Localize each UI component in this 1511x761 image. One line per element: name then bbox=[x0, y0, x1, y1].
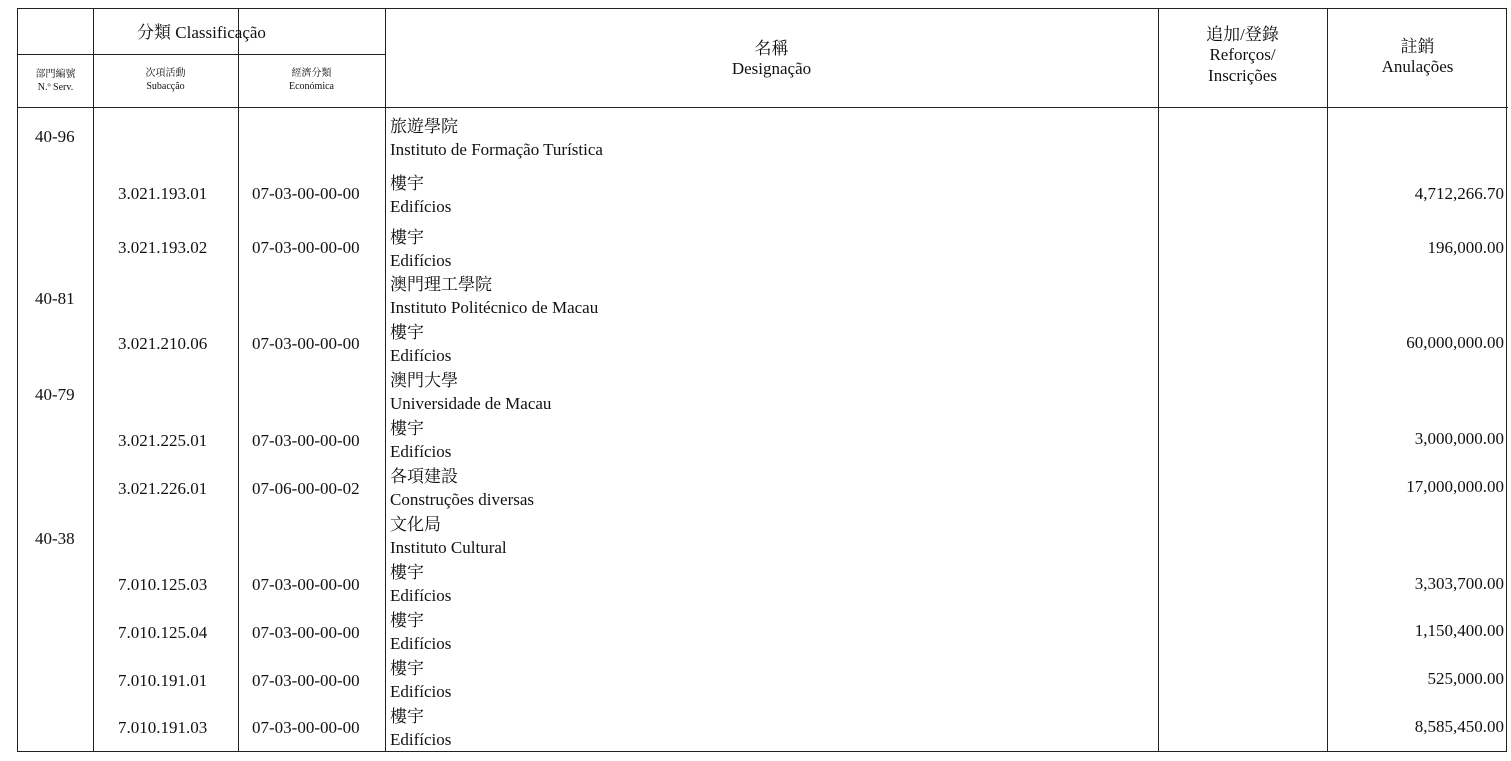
designation bbox=[390, 465, 534, 511]
designation-pt: Instituto de Formação Turística bbox=[390, 140, 603, 159]
table-row bbox=[18, 369, 1508, 417]
economica-code: 07-03-00-00-00 bbox=[252, 623, 360, 642]
designacao-header bbox=[385, 39, 1158, 80]
reforcos-header-zh: 追加/登錄 bbox=[1206, 25, 1279, 44]
designation-zh: 樓宇 bbox=[390, 707, 424, 726]
economica-code: 07-03-00-00-00 bbox=[252, 718, 360, 737]
table-row bbox=[18, 609, 1508, 657]
designation-pt: Edifícios bbox=[390, 346, 452, 365]
table-row bbox=[18, 115, 1508, 163]
anulacoes-header-zh: 註銷 bbox=[1400, 37, 1435, 56]
economica-code: 07-03-00-00-00 bbox=[252, 671, 360, 690]
reforcos-header bbox=[1158, 25, 1327, 86]
designation bbox=[390, 115, 603, 161]
economica-header bbox=[238, 67, 385, 93]
serv-number: 40-79 bbox=[35, 385, 75, 404]
table-row bbox=[18, 172, 1508, 220]
economica-header-pt: Económica bbox=[289, 81, 334, 92]
subaccao-code: 7.010.191.01 bbox=[118, 671, 208, 690]
designation bbox=[390, 369, 551, 415]
header-divider bbox=[18, 54, 385, 55]
designation-zh: 樓宇 bbox=[390, 323, 424, 342]
anulacoes-header-pt: Anulações bbox=[1381, 57, 1454, 77]
classification-header: 分類 Classificação bbox=[137, 23, 266, 42]
anulacoes-amount: 8,585,450.00 bbox=[1414, 717, 1504, 736]
designation bbox=[390, 609, 451, 655]
table-row bbox=[18, 465, 1508, 513]
anulacoes-amount: 196,000.00 bbox=[1427, 238, 1504, 257]
designation-zh: 樓宇 bbox=[390, 419, 424, 438]
reforcos-header-pt2: Inscrições bbox=[1208, 65, 1277, 85]
table-row bbox=[18, 273, 1508, 321]
table-row bbox=[18, 705, 1508, 753]
table-row bbox=[18, 561, 1508, 609]
economica-code: 07-06-00-00-02 bbox=[252, 479, 360, 498]
anulacoes-amount: 525,000.00 bbox=[1427, 669, 1504, 688]
subaccao-header bbox=[93, 67, 238, 93]
designation-pt: Instituto Politécnico de Macau bbox=[390, 298, 599, 317]
designation-pt: Edifícios bbox=[390, 442, 452, 461]
subaccao-code: 3.021.193.02 bbox=[118, 238, 208, 257]
anulacoes-amount: 3,000,000.00 bbox=[1414, 429, 1504, 448]
serv-header-zh: 部門編號 bbox=[35, 69, 76, 80]
economica-code: 07-03-00-00-00 bbox=[252, 431, 360, 450]
designation-zh: 樓宇 bbox=[390, 659, 424, 678]
subaccao-header-pt: Subacção bbox=[146, 81, 185, 92]
serv-number: 40-38 bbox=[35, 529, 75, 548]
designation bbox=[390, 657, 451, 703]
anulacoes-amount: 1,150,400.00 bbox=[1414, 621, 1504, 640]
designation-zh: 樓宇 bbox=[390, 228, 424, 247]
designation bbox=[390, 321, 451, 367]
table-row bbox=[18, 321, 1508, 369]
budget-table bbox=[17, 8, 1507, 752]
economica-code: 07-03-00-00-00 bbox=[252, 334, 360, 353]
reforcos-header-pt1: Reforços/ bbox=[1209, 45, 1276, 65]
table-row bbox=[18, 513, 1508, 561]
designation-zh: 澳門大學 bbox=[390, 371, 458, 390]
serv-header bbox=[18, 68, 93, 94]
subaccao-code: 3.021.193.01 bbox=[118, 184, 208, 203]
designation-zh: 樓宇 bbox=[390, 563, 424, 582]
subaccao-header-zh: 次項活動 bbox=[145, 68, 186, 79]
designation bbox=[390, 513, 507, 559]
anulacoes-amount: 17,000,000.00 bbox=[1406, 477, 1504, 496]
table-row bbox=[18, 226, 1508, 274]
designation-zh: 各項建設 bbox=[390, 467, 458, 486]
designation bbox=[390, 226, 451, 272]
designation-pt: Edifícios bbox=[390, 634, 452, 653]
designation bbox=[390, 172, 451, 218]
designation-zh: 樓宇 bbox=[390, 611, 424, 630]
economica-code: 07-03-00-00-00 bbox=[252, 575, 360, 594]
anulacoes-amount: 3,303,700.00 bbox=[1414, 574, 1504, 593]
table-row bbox=[18, 657, 1508, 705]
designation-pt: Instituto Cultural bbox=[390, 538, 507, 557]
subaccao-code: 3.021.210.06 bbox=[118, 334, 208, 353]
designation-pt: Construções diversas bbox=[390, 490, 535, 509]
serv-header-pt: N.º Serv. bbox=[37, 82, 74, 93]
designation bbox=[390, 705, 451, 751]
designation-pt: Universidade de Macau bbox=[390, 394, 552, 413]
designation-pt: Edifícios bbox=[390, 730, 452, 749]
designation-pt: Edifícios bbox=[390, 682, 452, 701]
serv-number: 40-81 bbox=[35, 289, 75, 308]
subaccao-code: 3.021.225.01 bbox=[118, 431, 208, 450]
subaccao-code: 3.021.226.01 bbox=[118, 479, 208, 498]
designacao-header-zh: 名稱 bbox=[754, 39, 789, 58]
anulacoes-header bbox=[1327, 37, 1508, 78]
header-bottom-line bbox=[18, 107, 1508, 108]
designation-zh: 文化局 bbox=[390, 515, 441, 534]
designacao-header-pt: Designação bbox=[731, 59, 812, 79]
anulacoes-amount: 60,000,000.00 bbox=[1406, 333, 1504, 352]
table-row bbox=[18, 417, 1508, 465]
designation-zh: 澳門理工學院 bbox=[390, 275, 492, 294]
designation-pt: Edifícios bbox=[390, 586, 452, 605]
designation-zh: 旅遊學院 bbox=[390, 117, 458, 136]
designation bbox=[390, 561, 451, 607]
subaccao-code: 7.010.125.04 bbox=[118, 623, 208, 642]
designation bbox=[390, 273, 598, 319]
designation-pt: Edifícios bbox=[390, 197, 452, 216]
designation bbox=[390, 417, 451, 463]
serv-number: 40-96 bbox=[35, 127, 75, 146]
designation-pt: Edifícios bbox=[390, 251, 452, 270]
designation-zh: 樓宇 bbox=[390, 174, 424, 193]
anulacoes-amount: 4,712,266.70 bbox=[1414, 184, 1504, 203]
economica-header-zh: 經濟分類 bbox=[291, 68, 332, 79]
subaccao-code: 7.010.191.03 bbox=[118, 718, 208, 737]
economica-code: 07-03-00-00-00 bbox=[252, 238, 360, 257]
subaccao-code: 7.010.125.03 bbox=[118, 575, 208, 594]
economica-code: 07-03-00-00-00 bbox=[252, 184, 360, 203]
